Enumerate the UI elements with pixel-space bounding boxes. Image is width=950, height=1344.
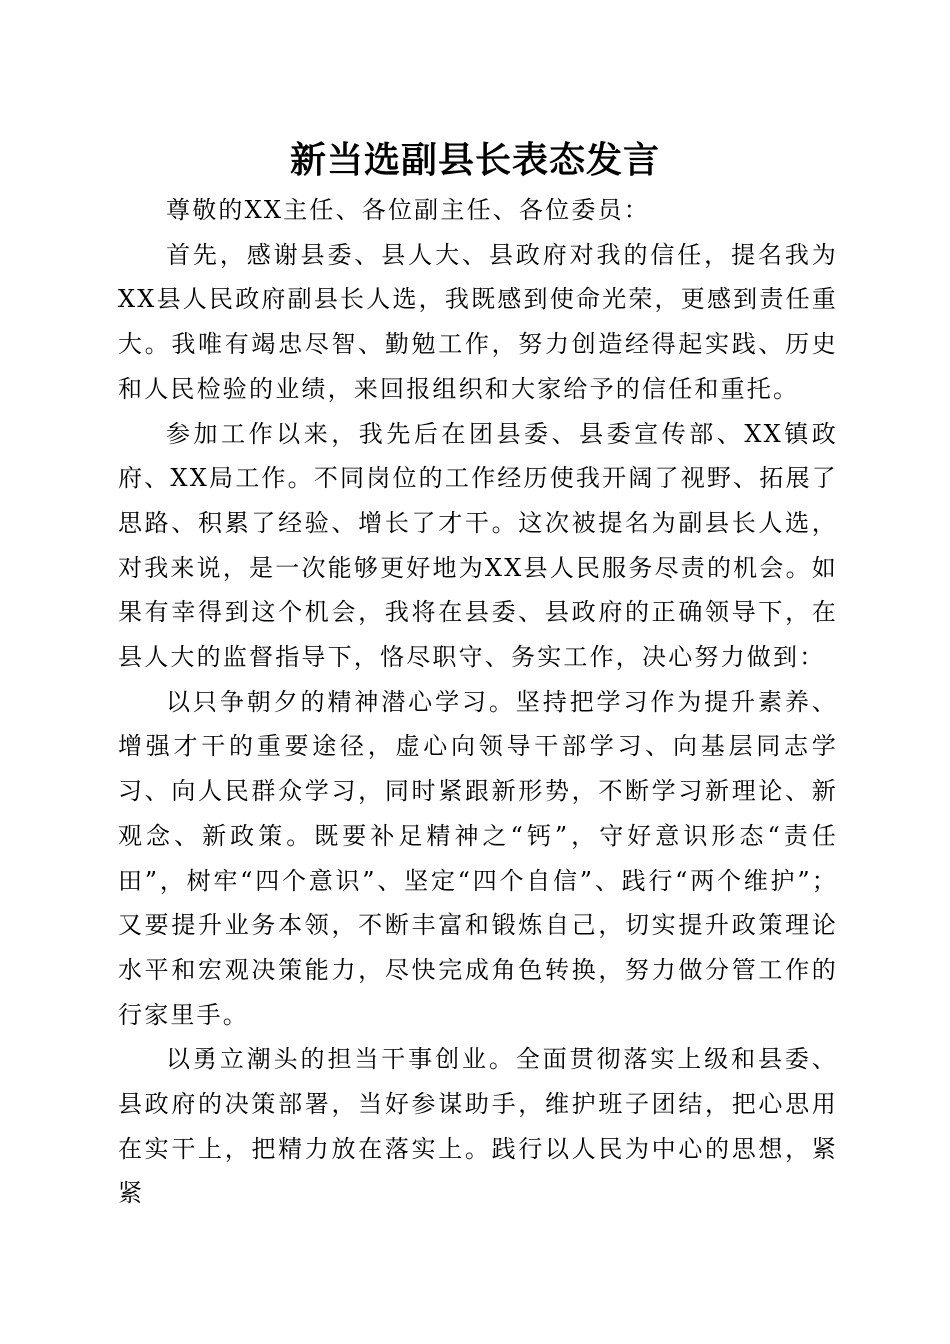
paragraph: 以只争朝夕的精神潜心学习。坚持把学习作为提升素养、增强才干的重要途径，虚心向领导干部学习、向基层同志学习、向人民群众学习，同时紧跟新形势，不断学习新理论、新观念、新政策。既要补足精神之“钙”，守好意识形态“责任田”，树牢“四个意识”、坚定“四个自信”、践行“两个维护”；又要提升业务本领，不断丰富和锻炼自己，切实提升政策理论水平和宏观决策能力，尽快完成角色转换，努力做分管工作的行家里手。	[118, 687, 838, 1029]
salutation: 尊敬的XX主任、各位副主任、各位委员：	[166, 196, 650, 224]
paragraph: 以勇立潮头的担当干事创业。全面贯彻落实上级和县委、县政府的决策部署，当好参谋助手，维护班子团结，把心思用在实干上，把精力放在落实上。践行以人民为中心的思想，紧紧	[118, 1045, 838, 1208]
paragraph: 参加工作以来，我先后在团县委、县委宣传部、XX镇政府、XX局工作。不同岗位的工作经历使我开阔了视野、拓展了思路、积累了经验、增长了才干。这次被提名为副县长人选，对我来说，是一次能够更好地为XX县人民服务尽责的机会。如果有幸得到这个机会，我将在县委、县政府的正确领导下，在县人大的监督指导下，恪尽职守、务实工作，决心努力做到：	[118, 419, 838, 672]
document-title: 新当选副县长表态发言	[289, 139, 660, 181]
paragraph: 首先，感谢县委、县人大、县政府对我的信任，提名我为XX县人民政府副县长人选，我既感到使命光荣，更感到责任重大。我唯有竭忠尽智、勤勉工作，努力创造经得起实践、历史和人民检验的业绩，来回报组织和大家给予的信任和重托。	[118, 240, 838, 403]
document-body	[118, 188, 838, 1216]
